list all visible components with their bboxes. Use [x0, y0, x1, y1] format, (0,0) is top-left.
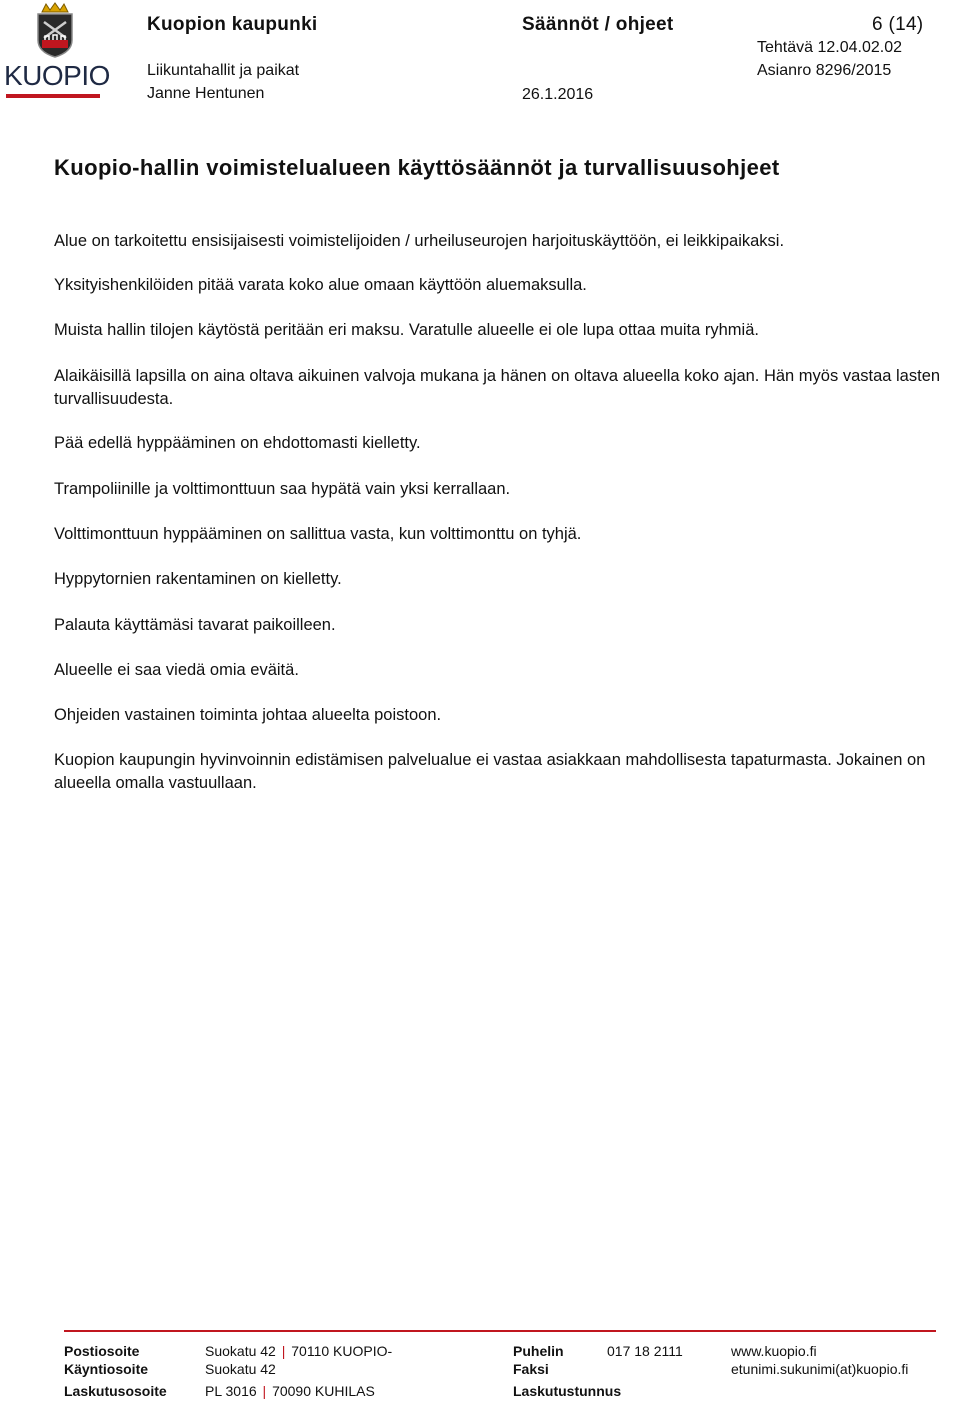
footer-postal-label: Postiosoite [64, 1343, 140, 1359]
paragraph-10: Alueelle ei saa viedä omia eväitä. [54, 661, 299, 679]
paragraph-11: Ohjeiden vastainen toiminta johtaa alueelta poistoon. [54, 706, 442, 724]
paragraph-8: Hyppytornien rakentaminen on kielletty. [54, 570, 342, 588]
org-name: Kuopion kaupunki [147, 14, 318, 35]
document-date: 26.1.2016 [522, 86, 594, 103]
footer-postal-address [205, 1343, 392, 1359]
footer-phone-label: Puhelin [513, 1343, 564, 1359]
doc-type: Säännöt / ohjeet [522, 14, 674, 35]
footer-phone-value: 017 18 2111 [607, 1343, 683, 1359]
coat-of-arms-icon [32, 2, 78, 58]
paragraph-2: Yksityishenkilöiden pitää varata koko alue omaan käyttöön aluemaksulla. [54, 276, 587, 294]
logo-wordmark: KUOPIO [4, 60, 110, 91]
paragraph-7: Volttimonttuun hyppääminen on sallittua vasta, kun volttimonttu on tyhjä. [54, 525, 582, 543]
footer-separator: | [281, 1343, 286, 1359]
task-code: Tehtävä 12.04.02.02 [757, 39, 903, 56]
page-title: Kuopio-hallin voimistelualueen käyttösäännöt ja turvallisuusohjeet [54, 155, 780, 180]
kuopio-logo [4, 2, 110, 100]
paragraph-3: Muista hallin tilojen käytöstä peritään eri maksu. Varatulle alueelle ei ole lupa ottaa muita ryhmiä. [54, 321, 759, 339]
paragraph-6: Trampoliinille ja volttimonttuun saa hypätä vain yksi kerrallaan. [54, 480, 511, 498]
footer-separator: | [262, 1383, 267, 1399]
footer-email-link[interactable]: etunimi.sukunimi(at)kuopio.fi [731, 1361, 909, 1377]
footer-fax-label: Faksi [513, 1361, 549, 1377]
page-number: 6 (14) [872, 14, 924, 35]
footer-billing-city: 70090 KUHILAS [272, 1383, 375, 1399]
footer-postal-city: 70110 KUOPIO- [291, 1343, 393, 1359]
logo-underline [6, 94, 100, 98]
paragraph-1: Alue on tarkoitettu ensisijaisesti voimistelijoiden / urheiluseurojen harjoituskäyttöön, ei leikkipaikaksi. [54, 232, 785, 250]
case-number: Asianro 8296/2015 [757, 62, 892, 79]
paragraph-5: Pää edellä hyppääminen on ehdottomasti kielletty. [54, 434, 421, 452]
footer-billing-id-label: Laskutustunnus [513, 1383, 622, 1399]
footer-website-link[interactable]: www.kuopio.fi [731, 1343, 817, 1359]
footer-billing-label: Laskutusosoite [64, 1383, 167, 1399]
footer-postal-street: Suokatu 42 [205, 1343, 276, 1359]
footer-billing-address [205, 1383, 375, 1399]
paragraph-4: Alaikäisillä lapsilla on aina oltava aikuinen valvoja mukana ja hänen on oltava alueella koko ajan. Hän myös vastaa lasten turvallisuudesta. [54, 367, 941, 408]
footer-billing-box: PL 3016 [205, 1383, 257, 1399]
footer-visit-value: Suokatu 42 [205, 1361, 276, 1377]
paragraph-12: Kuopion kaupungin hyvinvoinnin edistämisen palvelualue ei vastaa asiakkaan mahdollisesta tapaturmasta. Jokainen on alueella omalla vastuullaan. [54, 751, 926, 792]
author-name: Janne Hentunen [147, 85, 265, 102]
footer-visit-label: Käyntiosoite [64, 1361, 149, 1377]
footer-divider [64, 1330, 936, 1332]
paragraph-9: Palauta käyttämäsi tavarat paikoilleen. [54, 616, 336, 634]
unit-name: Liikuntahallit ja paikat [147, 62, 300, 79]
